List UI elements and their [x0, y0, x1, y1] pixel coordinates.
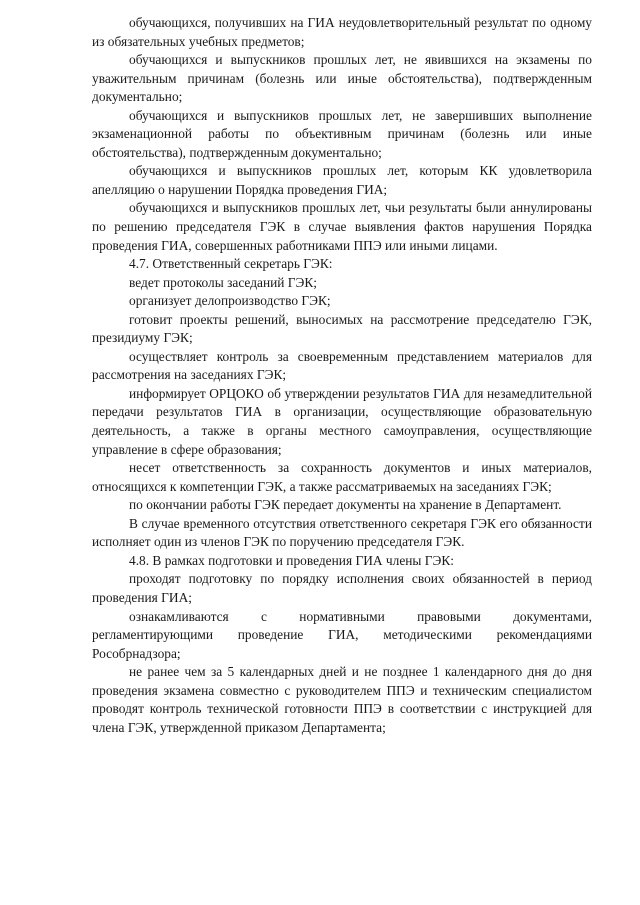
section-heading: 4.8. В рамках подготовки и проведения ГИА члены ГЭК:: [129, 552, 455, 568]
paragraph: обучающихся, получивших на ГИА неудовлетворительный результат по одному из обязательных учебных предметов;: [92, 15, 592, 49]
paragraph: обучающихся и выпускников прошлых лет, не явившихся на экзамены по уважительным причинам (болезнь или иные обстоятельства), подтвержденным документально;: [92, 52, 592, 105]
paragraph: В случае временного отсутствия ответственного секретаря ГЭК его обязанности исполняет один из членов ГЭК по поручению председателя ГЭК.: [92, 515, 592, 550]
paragraph: несет ответственность за сохранность документов и иных материалов, относящихся к компетенции ГЭК, а также рассматриваемых на заседаниях ГЭК;: [92, 460, 592, 494]
paragraph: ознакамливаются с нормативными правовыми документами, регламентирующими проведение ГИА, методическими рекомендациями Рособрнадзора;: [92, 608, 592, 661]
paragraph: по окончании работы ГЭК передает документы на хранение в Департамент.: [129, 497, 562, 513]
document-body: [92, 14, 592, 737]
paragraph: ведет протоколы заседаний ГЭК;: [129, 274, 318, 290]
paragraph: обучающихся и выпускников прошлых лет, которым КК удовлетворила апелляцию о нарушении Порядка проведения ГИА;: [92, 163, 592, 197]
paragraph: обучающихся и выпускников прошлых лет, не завершивших выполнение экзаменационной работы по объективным причинам (болезнь или иные обстоятельства), подтвержденным документально;: [92, 107, 592, 160]
paragraph: проходят подготовку по порядку исполнения своих обязанностей в период проведения ГИА;: [92, 571, 592, 605]
paragraph: не ранее чем за 5 календарных дней и не позднее 1 календарного дня до дня проведения экзамена совместно с руководителем ППЭ и техническим специалистом проводят контроль технической готовности ППЭ в соответствии с инструкцией для члена ГЭК, утвержденной приказом Департамента;: [92, 664, 592, 735]
paragraph: обучающихся и выпускников прошлых лет, чьи результаты были аннулированы по решению председателя ГЭК в случае выявления фактов нарушения Порядка проведения ГИА, совершенных работниками ППЭ или иными лицами.: [92, 200, 592, 253]
paragraph: готовит проекты решений, выносимых на рассмотрение председателю ГЭК, президиуму ГЭК;: [92, 311, 592, 346]
paragraph: осуществляет контроль за своевременным представлением материалов для рассмотрения на заседаниях ГЭК;: [92, 348, 592, 383]
paragraph: информирует ОРЦОКО об утверждении результатов ГИА для незамедлительной передачи результатов ГИА в организации, осуществляющие образовательную деятельность, а также в органы местного самоуправления, осуществляющие управление в сфере образования;: [92, 385, 592, 457]
paragraph: организует делопроизводство ГЭК;: [129, 293, 331, 309]
section-heading: 4.7. Ответственный секретарь ГЭК:: [129, 256, 333, 272]
